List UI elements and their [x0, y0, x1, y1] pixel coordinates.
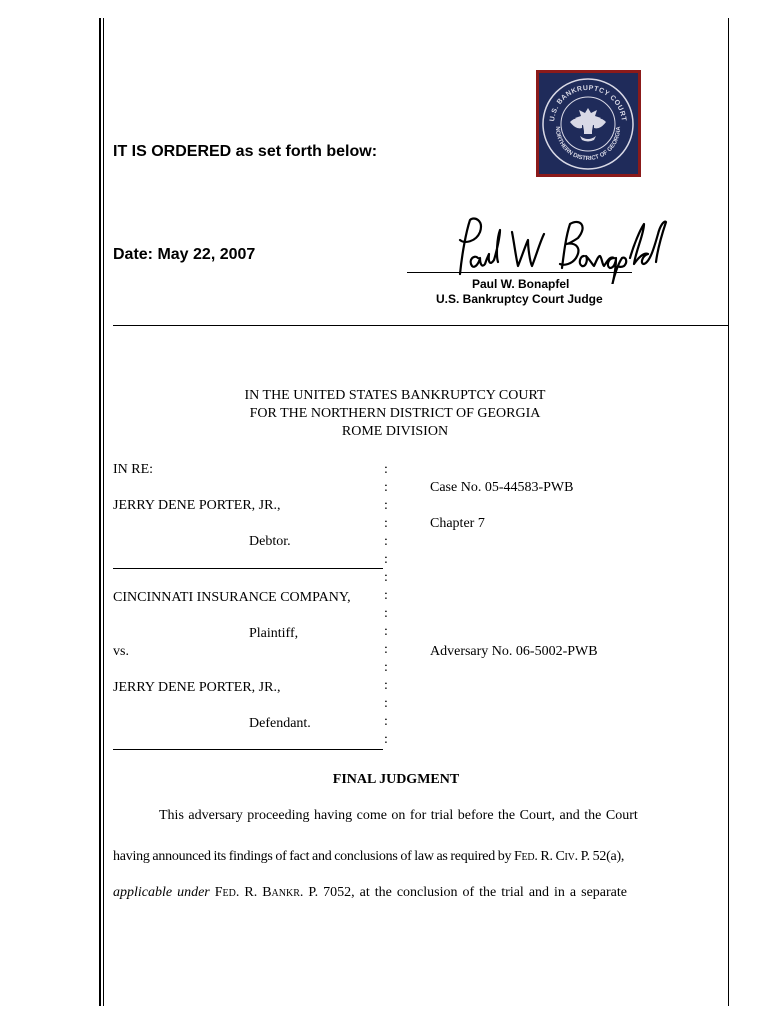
chapter: Chapter 7	[430, 516, 485, 531]
case-number: Case No. 05-44583-PWB	[430, 480, 574, 495]
adversary-number: Adversary No. 06-5002-PWB	[430, 644, 598, 659]
caption-colon: :	[384, 462, 388, 477]
court-name-line-1: IN THE UNITED STATES BANKRUPTCY COURT	[244, 388, 546, 403]
rule-citation-frcp: Fed. R. Civ. P.	[514, 849, 590, 864]
judge-title: U.S. Bankruptcy Court Judge	[436, 292, 603, 306]
court-name-line-3: ROME DIVISION	[341, 424, 449, 439]
debtor-name: JERRY DENE PORTER, JR.,	[113, 498, 281, 513]
in-re-label: IN RE:	[113, 462, 154, 477]
ordered-text: IT IS ORDERED as set forth below:	[113, 143, 378, 160]
caption-divider-2	[113, 749, 383, 750]
order-date: Date: May 22, 2007	[113, 246, 256, 263]
defendant-label: Defendant.	[249, 716, 311, 731]
right-margin-rule	[728, 18, 729, 1006]
versus-label: vs.	[113, 644, 129, 659]
caption-colon: :	[384, 732, 388, 747]
judgment-paragraph-line-2	[113, 849, 624, 865]
left-margin-rule-outer	[99, 18, 101, 1006]
judgment-line-3-text-b: 7052, at the conclusion of the trial and in a separate	[318, 885, 627, 900]
caption-colon: :	[384, 642, 388, 657]
plaintiff-name: CINCINNATI INSURANCE COMPANY,	[113, 590, 351, 605]
seal-inner-text: NORTHERN DISTRICT OF GEORGIA	[553, 126, 623, 163]
judge-signature	[440, 214, 680, 284]
rule-citation-frbp: Fed. R. Bankr. P.	[209, 885, 319, 900]
judgment-heading: FINAL JUDGMENT	[332, 772, 460, 787]
judgment-line-1-text: This adversary proceeding having come on for trial before the Court, and the Court	[159, 808, 638, 823]
plaintiff-label: Plaintiff,	[249, 626, 299, 641]
caption-colon: :	[384, 570, 388, 585]
judgment-paragraph-line-3	[113, 885, 627, 901]
caption-colon: :	[384, 714, 388, 729]
caption-colon: :	[384, 606, 388, 621]
judgment-line-2-text-a: having announced its findings of fact and conclusions of law as required by	[113, 849, 515, 864]
caption-colon: :	[384, 696, 388, 711]
judgment-line-3-text-a: applicable under	[113, 885, 210, 900]
debtor-label: Debtor.	[249, 534, 291, 549]
caption-divider-1	[113, 568, 383, 569]
caption-colon: :	[384, 660, 388, 675]
caption-colon: :	[384, 498, 388, 513]
caption-colon: :	[384, 534, 388, 549]
judgment-line-2-text-b: 52(a),	[589, 849, 625, 864]
seal-outer-text: U.S. BANKRUPTCY COURT	[549, 84, 627, 122]
defendant-name: JERRY DENE PORTER, JR.,	[113, 680, 281, 695]
header-separator	[113, 325, 728, 326]
court-name-line-2: FOR THE NORTHERN DISTRICT OF GEORGIA	[249, 406, 541, 421]
caption-colon: :	[384, 552, 388, 567]
judge-name: Paul W. Bonapfel	[472, 277, 570, 291]
caption-colon: :	[384, 678, 388, 693]
caption-colon: :	[384, 588, 388, 603]
caption-colon: :	[384, 480, 388, 495]
signature-line	[407, 272, 632, 273]
court-seal	[536, 70, 641, 177]
judgment-paragraph-line-1	[159, 808, 638, 824]
left-margin-rule-inner	[103, 18, 104, 1006]
caption-colon: :	[384, 624, 388, 639]
caption-colon: :	[384, 516, 388, 531]
